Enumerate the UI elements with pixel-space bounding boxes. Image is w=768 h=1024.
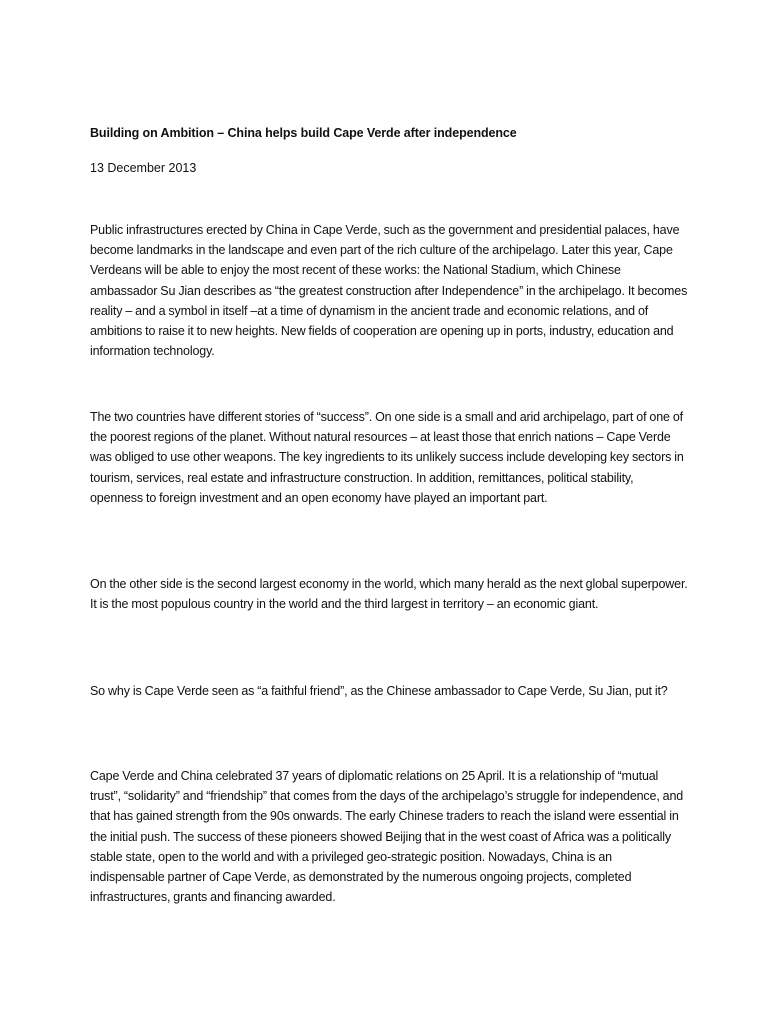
paragraph-5: Cape Verde and China celebrated 37 years of diplomatic relations on 25 April. It is a relationship of “mutual trust”, “solidarity” and “friendship” that comes from the days of the archipelago’s struggle for independence, and that has gained strength from the 90s onwards. The early Chinese traders to reach the island were essential in the initial push. The success of these pioneers showed Beijing that in the west coast of Africa was a politically stable state, open to the world and with a privileged geo-strategic position. Nowadays, China is an indispensable partner of Cape Verde, as demonstrated by the numerous ongoing projects, completed infrastructures, grants and financing awarded. [90,769,684,905]
paragraph-2: The two countries have different stories of “success”. On one side is a small and arid archipelago, part of one of the poorest regions of the planet. Without natural resources – at least those that enrich nations – Cape Verde was obliged to use other weapons. The key ingredients to its unlikely success include developing key sectors in tourism, services, real estate and infrastructure construction. In addition, remittances, political stability, openness to foreign investment and an open economy have played an important part. [90,410,684,505]
paragraph-4: So why is Cape Verde seen as “a faithful friend”, as the Chinese ambassador to Cape Verde, Su Jian, put it? [90,684,668,698]
paragraph-1: Public infrastructures erected by China in Cape Verde, such as the government and presidential palaces, have become landmarks in the landscape and even part of the rich culture of the archipelago. Later this year, Cape Verdeans will be able to enjoy the most recent of these works: the National Stadium, which Chinese ambassador Su Jian describes as “the greatest construction after Independence” in the archipelago. It becomes reality – and a symbol in itself –at a time of dynamism in the ancient trade and economic relations, and of ambitions to raise it to new heights. New fields of cooperation are opening up in ports, industry, education and information technology. [90,223,688,359]
document-title: Building on Ambition – China helps build Cape Verde after independence [90,126,517,140]
paragraph-3: On the other side is the second largest economy in the world, which many herald as the next global superpower. It is the most populous country in the world and the third largest in territory – an economic giant. [90,577,688,612]
document-date: 13 December 2013 [90,161,197,175]
